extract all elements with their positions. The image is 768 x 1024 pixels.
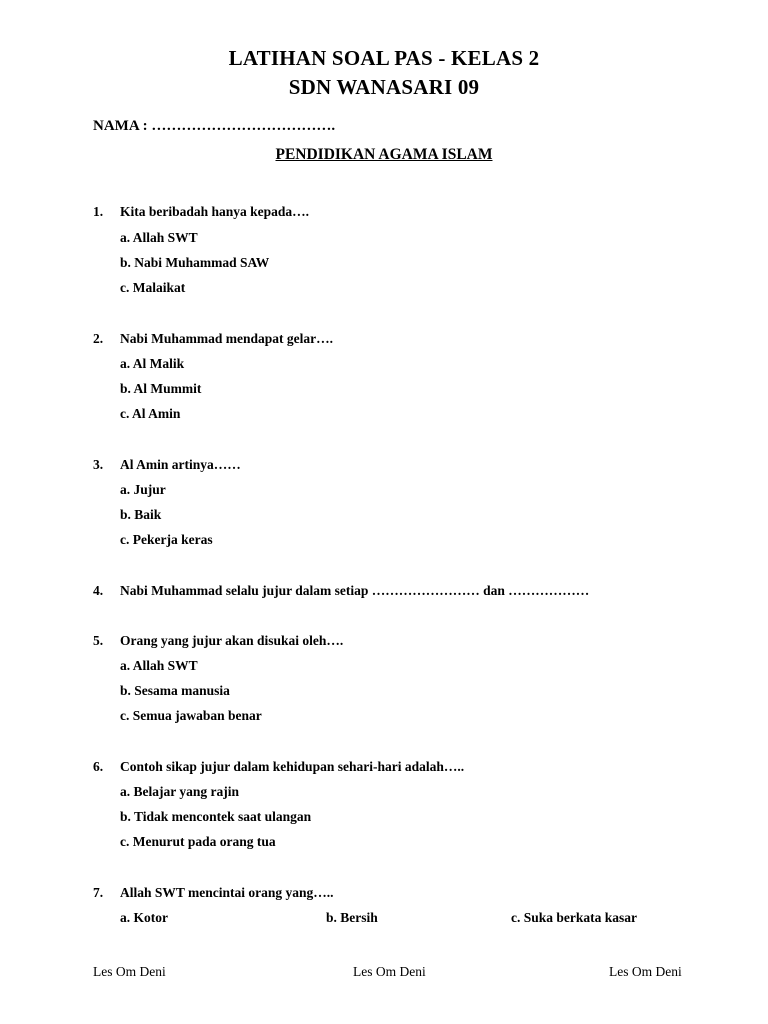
question-number: 2.: [93, 331, 104, 346]
question-text: Nabi Muhammad selalu jujur dalam setiap …………………… dan ………………: [120, 583, 590, 598]
answer-option: a. Belajar yang rajin: [120, 784, 239, 799]
answer-option: a. Allah SWT: [120, 230, 198, 245]
subject-heading: PENDIDIKAN AGAMA ISLAM: [275, 146, 493, 163]
question-number: 3.: [93, 457, 104, 472]
answer-option: c. Malaikat: [120, 280, 186, 295]
answer-option: c. Semua jawaban benar: [120, 708, 262, 723]
question-text: Contoh sikap jujur dalam kehidupan sehari-hari adalah…..: [120, 759, 465, 774]
answer-option: c. Al Amin: [120, 406, 181, 421]
question-text: Kita beribadah hanya kepada….: [120, 204, 310, 219]
question-text: Al Amin artinya……: [120, 457, 241, 472]
answer-option: c. Pekerja keras: [120, 532, 213, 547]
answer-option: a. Kotor: [120, 910, 168, 925]
question-number: 7.: [93, 885, 104, 900]
answer-option: a. Al Malik: [120, 356, 185, 371]
question-text: Allah SWT mencintai orang yang…..: [120, 885, 334, 900]
question-number: 6.: [93, 759, 104, 774]
name-field: NAMA : ……………………………….: [93, 118, 336, 134]
footer-left-text: Les Om Deni: [93, 964, 166, 979]
answer-option: b. Baik: [120, 507, 162, 522]
answer-option: b. Nabi Muhammad SAW: [120, 255, 270, 270]
answer-option: a. Allah SWT: [120, 658, 198, 673]
answer-option: a. Jujur: [120, 482, 166, 497]
school-name: SDN WANASARI 09: [288, 75, 480, 99]
question-number: 5.: [93, 633, 104, 648]
question-number: 4.: [93, 583, 104, 598]
answer-option: c. Suka berkata kasar: [511, 910, 638, 925]
question-text: Nabi Muhammad mendapat gelar….: [120, 331, 334, 346]
answer-option: b. Sesama manusia: [120, 683, 230, 698]
answer-option: b. Al Mummit: [120, 381, 202, 396]
answer-option: b. Tidak mencontek saat ulangan: [120, 809, 312, 824]
answer-option: b. Bersih: [326, 910, 378, 925]
page-title: LATIHAN SOAL PAS - KELAS 2: [228, 46, 540, 70]
footer-right-text: Les Om Deni: [609, 964, 682, 979]
question-text: Orang yang jujur akan disukai oleh….: [120, 633, 344, 648]
answer-option: c. Menurut pada orang tua: [120, 834, 276, 849]
footer-center-text: Les Om Deni: [353, 964, 426, 979]
question-number: 1.: [93, 204, 104, 219]
